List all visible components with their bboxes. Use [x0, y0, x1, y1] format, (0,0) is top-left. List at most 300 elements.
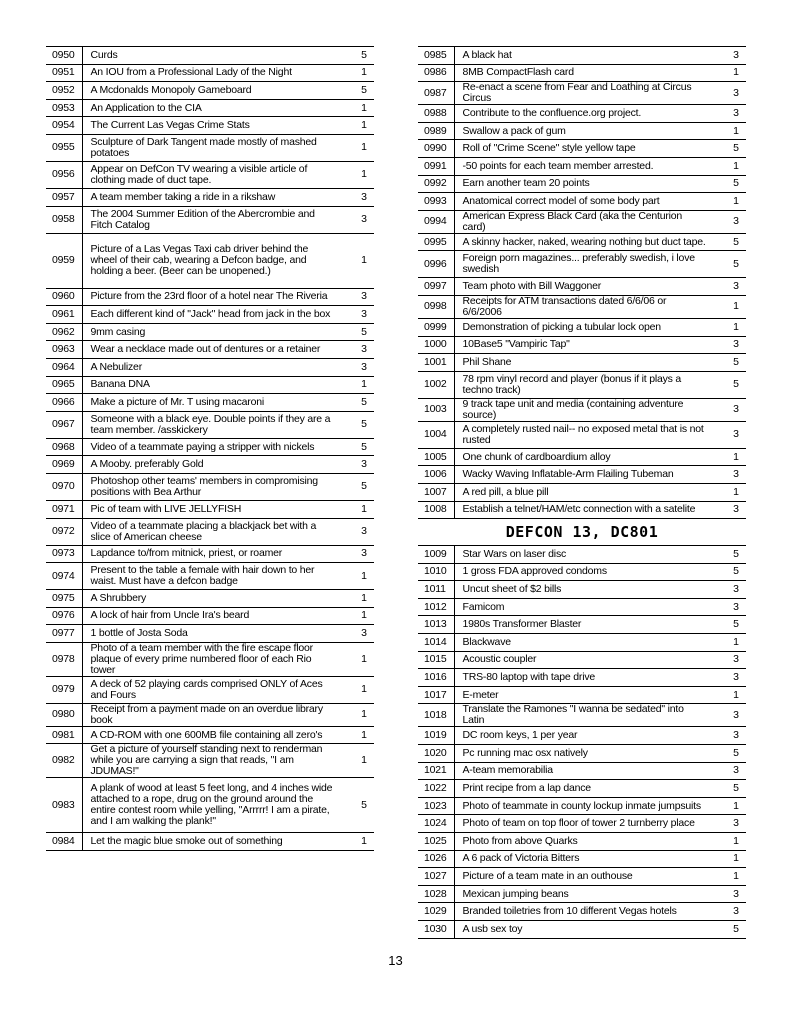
- item-description: Curds: [82, 47, 338, 65]
- item-points: 3: [710, 398, 746, 421]
- table-row: [46, 563, 374, 590]
- item-points: 3: [710, 105, 746, 123]
- table-row: [418, 616, 746, 634]
- item-points: 3: [710, 47, 746, 65]
- item-number: 1008: [418, 501, 454, 519]
- item-description: Picture of a team mate in an outhouse: [454, 868, 710, 886]
- item-number: 0977: [46, 625, 82, 643]
- item-description: Sculpture of Dark Tangent made mostly of mashed potatoes: [82, 134, 338, 161]
- item-description: Earn another team 20 points: [454, 175, 710, 193]
- table-row: [46, 82, 374, 100]
- item-description: 1 bottle of Josta Soda: [82, 625, 338, 643]
- table-row: [46, 625, 374, 643]
- item-number: 1028: [418, 885, 454, 903]
- item-points: 1: [710, 634, 746, 652]
- item-number: 0976: [46, 607, 82, 625]
- item-points: 1: [338, 64, 374, 82]
- table-row: [418, 669, 746, 687]
- table-row: [418, 336, 746, 354]
- table-row: [418, 140, 746, 158]
- items-table-right-bottom: [418, 545, 746, 938]
- item-description: Re-enact a scene from Fear and Loathing at Circus Circus: [454, 82, 710, 105]
- table-row: [418, 634, 746, 652]
- item-points: 5: [338, 82, 374, 100]
- item-description: Print recipe from a lap dance: [454, 780, 710, 798]
- item-description: Team photo with Bill Waggoner: [454, 278, 710, 296]
- item-number: 0967: [46, 411, 82, 438]
- item-points: 1: [338, 833, 374, 851]
- table-row: [418, 233, 746, 251]
- item-number: 0959: [46, 233, 82, 288]
- table-row: [418, 797, 746, 815]
- item-points: 3: [338, 206, 374, 233]
- item-number: 0981: [46, 726, 82, 744]
- table-row: [46, 778, 374, 833]
- item-number: 0969: [46, 456, 82, 474]
- item-points: 1: [338, 563, 374, 590]
- item-number: 0994: [418, 210, 454, 233]
- item-description: A Mcdonalds Monopoly Gameboard: [82, 82, 338, 100]
- item-points: 1: [710, 686, 746, 704]
- table-row: [418, 651, 746, 669]
- item-number: 1007: [418, 483, 454, 501]
- item-number: 0995: [418, 233, 454, 251]
- items-table-left: [46, 46, 374, 851]
- item-number: 1023: [418, 797, 454, 815]
- table-row: [46, 161, 374, 188]
- table-row: [46, 456, 374, 474]
- item-description: The 2004 Summer Edition of the Abercrombie and Fitch Catalog: [82, 206, 338, 233]
- table-row: [418, 745, 746, 763]
- item-number: 0952: [46, 82, 82, 100]
- item-points: 5: [338, 778, 374, 833]
- item-description: Star Wars on laser disc: [454, 546, 710, 564]
- item-description: Photo from above Quarks: [454, 833, 710, 851]
- item-points: 5: [710, 251, 746, 278]
- item-number: 0985: [418, 47, 454, 65]
- item-points: 3: [338, 188, 374, 206]
- item-points: 3: [710, 762, 746, 780]
- table-row: [46, 288, 374, 306]
- table-row: [46, 545, 374, 563]
- item-number: 0954: [46, 117, 82, 135]
- table-row: [418, 318, 746, 336]
- item-points: 3: [710, 421, 746, 448]
- item-points: 5: [338, 438, 374, 456]
- table-row: [418, 850, 746, 868]
- table-row: [418, 686, 746, 704]
- item-points: 3: [710, 651, 746, 669]
- table-row: [46, 676, 374, 703]
- item-points: 3: [338, 456, 374, 474]
- item-points: 3: [338, 545, 374, 563]
- item-description: 1 gross FDA approved condoms: [454, 563, 710, 581]
- item-description: Photo of teammate in county lockup inmate jumpsuits: [454, 797, 710, 815]
- item-description: The Current Las Vegas Crime Stats: [82, 117, 338, 135]
- item-number: 0980: [46, 703, 82, 726]
- item-number: 1018: [418, 704, 454, 727]
- table-row: [418, 448, 746, 466]
- table-row: [46, 607, 374, 625]
- item-description: Anatomical correct model of some body part: [454, 193, 710, 211]
- item-number: 1026: [418, 850, 454, 868]
- item-description: 78 rpm vinyl record and player (bonus if it plays a techno track): [454, 371, 710, 398]
- item-points: 5: [338, 394, 374, 412]
- item-number: 0973: [46, 545, 82, 563]
- item-number: 0990: [418, 140, 454, 158]
- item-description: Video of a teammate paying a stripper with nickels: [82, 438, 338, 456]
- item-points: 3: [710, 466, 746, 484]
- item-number: 1014: [418, 634, 454, 652]
- item-description: Let the magic blue smoke out of something: [82, 833, 338, 851]
- table-row: [418, 598, 746, 616]
- item-points: 1: [338, 376, 374, 394]
- item-points: 1: [338, 590, 374, 608]
- item-description: Roll of "Crime Scene" style yellow tape: [454, 140, 710, 158]
- table-row: [46, 703, 374, 726]
- item-description: Phil Shane: [454, 354, 710, 372]
- item-points: 3: [338, 518, 374, 545]
- item-number: 0953: [46, 99, 82, 117]
- table-row: [46, 376, 374, 394]
- item-number: 0963: [46, 341, 82, 359]
- item-description: One chunk of cardboardium alloy: [454, 448, 710, 466]
- table-row: [418, 780, 746, 798]
- item-points: 5: [710, 563, 746, 581]
- item-description: Pc running mac osx natively: [454, 745, 710, 763]
- table-row: [418, 251, 746, 278]
- table-row: [46, 188, 374, 206]
- item-description: 8MB CompactFlash card: [454, 64, 710, 82]
- item-number: 0999: [418, 318, 454, 336]
- table-row: [46, 358, 374, 376]
- item-points: 1: [338, 726, 374, 744]
- item-number: 0966: [46, 394, 82, 412]
- item-points: 3: [710, 669, 746, 687]
- item-number: 0955: [46, 134, 82, 161]
- item-number: 1010: [418, 563, 454, 581]
- item-points: 5: [710, 616, 746, 634]
- item-points: 5: [338, 411, 374, 438]
- item-description: Receipt from a payment made on an overdue library book: [82, 703, 338, 726]
- item-description: Get a picture of yourself standing next to renderman while you are carrying a sign that reads, "I am JDUMAS!": [82, 744, 338, 778]
- table-row: [418, 581, 746, 599]
- item-number: 0991: [418, 157, 454, 175]
- item-points: 5: [338, 323, 374, 341]
- item-points: 3: [710, 598, 746, 616]
- item-description: Each different kind of "Jack" head from jack in the box: [82, 306, 338, 324]
- table-row: [418, 398, 746, 421]
- item-number: 0978: [46, 642, 82, 676]
- table-row: [46, 744, 374, 778]
- item-description: Acoustic coupler: [454, 651, 710, 669]
- item-description: TRS-80 laptop with tape drive: [454, 669, 710, 687]
- item-number: 0972: [46, 518, 82, 545]
- item-description: -50 points for each team member arrested.: [454, 157, 710, 175]
- item-number: 1002: [418, 371, 454, 398]
- item-description: A completely rusted nail-- no exposed metal that is not rusted: [454, 421, 710, 448]
- item-points: 3: [710, 501, 746, 519]
- table-row: [46, 323, 374, 341]
- item-points: 3: [338, 306, 374, 324]
- table-row: [418, 295, 746, 318]
- item-points: 3: [338, 358, 374, 376]
- page-number: 13: [388, 953, 403, 968]
- item-points: 1: [710, 318, 746, 336]
- item-points: 1: [710, 157, 746, 175]
- item-description: Picture of a Las Vegas Taxi cab driver behind the wheel of their cab, wearing a Defcon badge, and holding a beer. (Beer can be unopened.): [82, 233, 338, 288]
- item-points: 1: [710, 64, 746, 82]
- table-row: [46, 438, 374, 456]
- table-row: [418, 278, 746, 296]
- item-points: 5: [710, 745, 746, 763]
- item-number: 0957: [46, 188, 82, 206]
- item-points: 3: [710, 210, 746, 233]
- table-row: [418, 815, 746, 833]
- item-description: A Shrubbery: [82, 590, 338, 608]
- item-points: 1: [338, 744, 374, 778]
- item-description: A plank of wood at least 5 feet long, and 4 inches wide attached to a rope, drug on the ground around the entire contest room while yelling, "Arrrrr! I am a pirate, and I am walking the plank!": [82, 778, 338, 833]
- table-row: [418, 762, 746, 780]
- table-row: [418, 175, 746, 193]
- item-points: 1: [338, 99, 374, 117]
- item-points: 5: [710, 546, 746, 564]
- item-description: Demonstration of picking a tubular lock open: [454, 318, 710, 336]
- item-number: 1001: [418, 354, 454, 372]
- item-description: An Application to the CIA: [82, 99, 338, 117]
- item-description: Lapdance to/from mitnick, priest, or roamer: [82, 545, 338, 563]
- item-description: Foreign porn magazines... preferably swedish, i love swedish: [454, 251, 710, 278]
- item-description: A team member taking a ride in a rikshaw: [82, 188, 338, 206]
- item-description: A 6 pack of Victoria Bitters: [454, 850, 710, 868]
- item-number: 0986: [418, 64, 454, 82]
- item-points: 3: [710, 336, 746, 354]
- item-description: Pic of team with LIVE JELLYFISH: [82, 500, 338, 518]
- item-points: 1: [338, 161, 374, 188]
- item-description: Picture from the 23rd floor of a hotel near The Riveria: [82, 288, 338, 306]
- table-row: [46, 642, 374, 676]
- item-points: 1: [338, 676, 374, 703]
- item-points: 5: [710, 371, 746, 398]
- item-description: An IOU from a Professional Lady of the Night: [82, 64, 338, 82]
- table-row: [418, 354, 746, 372]
- section-title: DEFCON 13, DC801: [505, 523, 659, 542]
- item-points: 3: [710, 278, 746, 296]
- item-description: A Nebulizer: [82, 358, 338, 376]
- item-points: 5: [710, 140, 746, 158]
- table-row: [418, 421, 746, 448]
- table-row: [418, 546, 746, 564]
- item-number: 0950: [46, 47, 82, 65]
- item-points: 3: [710, 581, 746, 599]
- table-row: [418, 210, 746, 233]
- table-row: [46, 726, 374, 744]
- item-description: 10Base5 "Vampiric Tap": [454, 336, 710, 354]
- item-number: 0968: [46, 438, 82, 456]
- item-description: 1980s Transformer Blaster: [454, 616, 710, 634]
- item-description: Banana DNA: [82, 376, 338, 394]
- item-description: 9mm casing: [82, 323, 338, 341]
- item-number: 1025: [418, 833, 454, 851]
- item-number: 1006: [418, 466, 454, 484]
- item-number: 1022: [418, 780, 454, 798]
- items-table-right-top: [418, 46, 746, 519]
- item-number: 1027: [418, 868, 454, 886]
- item-points: 5: [338, 473, 374, 500]
- item-number: 0961: [46, 306, 82, 324]
- item-points: 3: [710, 885, 746, 903]
- item-number: 1011: [418, 581, 454, 599]
- table-row: [418, 563, 746, 581]
- item-points: 5: [710, 354, 746, 372]
- table-row: [46, 134, 374, 161]
- table-row: [418, 920, 746, 938]
- item-description: Make a picture of Mr. T using macaroni: [82, 394, 338, 412]
- item-description: Translate the Ramones "I wanna be sedated" into Latin: [454, 704, 710, 727]
- item-description: Wacky Waving Inflatable-Arm Flailing Tubeman: [454, 466, 710, 484]
- item-number: 0962: [46, 323, 82, 341]
- item-points: 1: [338, 607, 374, 625]
- table-row: [418, 483, 746, 501]
- item-description: Blackwave: [454, 634, 710, 652]
- item-points: 3: [710, 727, 746, 745]
- item-description: A skinny hacker, naked, wearing nothing but duct tape.: [454, 233, 710, 251]
- item-points: 1: [710, 868, 746, 886]
- table-row: [46, 500, 374, 518]
- item-description: American Express Black Card (aka the Centurion card): [454, 210, 710, 233]
- table-row: [418, 868, 746, 886]
- item-points: 1: [710, 122, 746, 140]
- item-points: 1: [338, 642, 374, 676]
- table-row: [418, 903, 746, 921]
- table-row: [46, 394, 374, 412]
- table-row: [418, 833, 746, 851]
- table-row: [418, 47, 746, 65]
- item-description: A black hat: [454, 47, 710, 65]
- item-number: 0996: [418, 251, 454, 278]
- item-points: 5: [710, 175, 746, 193]
- item-description: A deck of 52 playing cards comprised ONLY of Aces and Fours: [82, 676, 338, 703]
- item-description: Receipts for ATM transactions dated 6/6/06 or 6/6/2006: [454, 295, 710, 318]
- item-points: 5: [338, 47, 374, 65]
- table-row: [418, 157, 746, 175]
- item-number: 0965: [46, 376, 82, 394]
- item-points: 3: [338, 288, 374, 306]
- item-number: 0960: [46, 288, 82, 306]
- item-number: 1009: [418, 546, 454, 564]
- table-row: [46, 233, 374, 288]
- item-points: 3: [338, 625, 374, 643]
- item-description: Photoshop other teams' members in compromising positions with Bea Arthur: [82, 473, 338, 500]
- item-number: 1003: [418, 398, 454, 421]
- item-number: 1013: [418, 616, 454, 634]
- item-points: 1: [710, 483, 746, 501]
- table-row: [46, 64, 374, 82]
- item-description: Photo of team on top floor of tower 2 turnberry place: [454, 815, 710, 833]
- item-number: 1017: [418, 686, 454, 704]
- item-number: 0958: [46, 206, 82, 233]
- item-number: 1004: [418, 421, 454, 448]
- item-number: 1000: [418, 336, 454, 354]
- table-row: [418, 82, 746, 105]
- item-number: 0989: [418, 122, 454, 140]
- item-description: Swallow a pack of gum: [454, 122, 710, 140]
- item-description: Video of a teammate placing a blackjack bet with a slice of American cheese: [82, 518, 338, 545]
- item-points: 1: [338, 117, 374, 135]
- item-description: 9 track tape unit and media (containing adventure source): [454, 398, 710, 421]
- item-description: Contribute to the confluence.org project.: [454, 105, 710, 123]
- table-row: [46, 411, 374, 438]
- item-number: 0993: [418, 193, 454, 211]
- item-points: 1: [710, 295, 746, 318]
- item-number: 1016: [418, 669, 454, 687]
- item-description: A CD-ROM with one 600MB file containing all zero's: [82, 726, 338, 744]
- table-row: [418, 122, 746, 140]
- item-points: 1: [710, 448, 746, 466]
- item-number: 0997: [418, 278, 454, 296]
- item-number: 1024: [418, 815, 454, 833]
- item-number: 1015: [418, 651, 454, 669]
- item-number: 0982: [46, 744, 82, 778]
- table-row: [46, 833, 374, 851]
- item-points: 3: [338, 341, 374, 359]
- item-number: 1012: [418, 598, 454, 616]
- item-points: 1: [710, 833, 746, 851]
- item-description: Branded toiletries from 10 different Vegas hotels: [454, 903, 710, 921]
- item-description: Wear a necklace made out of dentures or a retainer: [82, 341, 338, 359]
- table-row: [418, 371, 746, 398]
- item-points: 3: [710, 82, 746, 105]
- table-row: [46, 590, 374, 608]
- item-description: DC room keys, 1 per year: [454, 727, 710, 745]
- item-number: 1019: [418, 727, 454, 745]
- item-number: 1005: [418, 448, 454, 466]
- item-description: Appear on DefCon TV wearing a visible article of clothing made of duct tape.: [82, 161, 338, 188]
- item-description: Photo of a team member with the fire escape floor plaque of every prime numbered floor of each Rio tower: [82, 642, 338, 676]
- table-row: [46, 117, 374, 135]
- item-points: 1: [338, 134, 374, 161]
- item-points: 5: [710, 920, 746, 938]
- table-row: [418, 727, 746, 745]
- item-number: 0988: [418, 105, 454, 123]
- item-description: Famicom: [454, 598, 710, 616]
- item-points: 1: [710, 797, 746, 815]
- right-column: [418, 46, 746, 939]
- table-row: [418, 193, 746, 211]
- item-number: 0971: [46, 500, 82, 518]
- item-number: 0984: [46, 833, 82, 851]
- item-description: A-team memorabilia: [454, 762, 710, 780]
- table-row: [418, 64, 746, 82]
- item-points: 1: [338, 703, 374, 726]
- table-row: [418, 501, 746, 519]
- item-description: Present to the table a female with hair down to her waist. Must have a defcon badge: [82, 563, 338, 590]
- item-points: 1: [710, 850, 746, 868]
- item-description: A red pill, a blue pill: [454, 483, 710, 501]
- item-description: Uncut sheet of $2 bills: [454, 581, 710, 599]
- item-number: 0998: [418, 295, 454, 318]
- table-row: [418, 466, 746, 484]
- item-number: 0970: [46, 473, 82, 500]
- item-points: 3: [710, 815, 746, 833]
- item-number: 1020: [418, 745, 454, 763]
- item-description: Someone with a black eye. Double points if they are a team member. /asskickery: [82, 411, 338, 438]
- table-row: [46, 518, 374, 545]
- item-points: 3: [710, 903, 746, 921]
- item-description: Mexican jumping beans: [454, 885, 710, 903]
- item-points: 1: [338, 500, 374, 518]
- table-row: [46, 99, 374, 117]
